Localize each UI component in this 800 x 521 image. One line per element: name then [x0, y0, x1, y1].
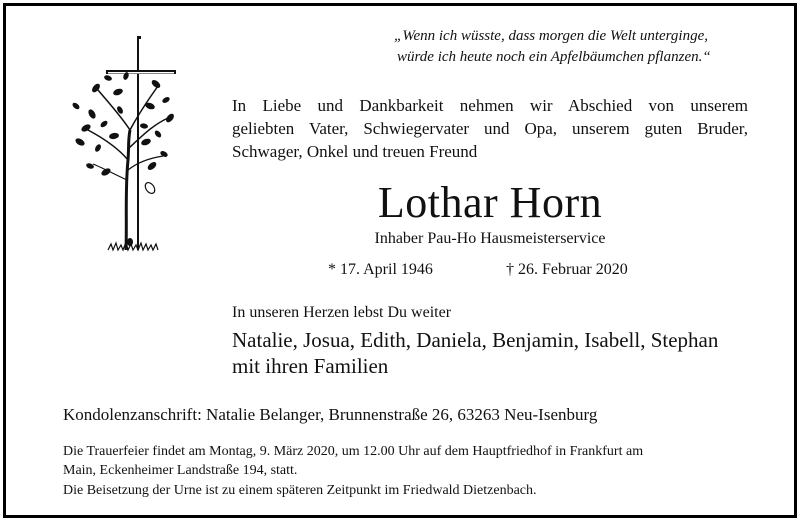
deceased-name: Lothar Horn — [377, 178, 603, 227]
obituary-notice — [3, 3, 797, 518]
intro-line-3: Schwager, Onkel und treuen Freund — [232, 142, 478, 161]
hearts-line: In unseren Herzen lebst Du weiter — [232, 304, 452, 321]
death-date: † 26. Februar 2020 — [506, 261, 628, 278]
quote-line-1: „Wenn ich wüsste, dass morgen die Welt unterginge, — [394, 28, 709, 44]
ceremony-line-2: Main, Eckenheimer Landstraße 194, statt. — [63, 463, 298, 478]
ceremony-line-3: Die Beisetzung der Urne ist zu einem späteren Zeitpunkt im Friedwald Dietzenbach. — [63, 483, 537, 498]
birth-date: * 17. April 1946 — [328, 261, 433, 278]
mourner-names: Natalie, Josua, Edith, Daniela, Benjamin, Isabell, Stephan — [232, 328, 719, 352]
intro-line-2: geliebten Vater, Schwiegervater und Opa, unserem guten Bruder, — [232, 119, 748, 138]
mourner-families: mit ihren Familien — [232, 354, 389, 378]
deceased-subtitle: Inhaber Pau-Ho Hausmeisterservice — [374, 230, 606, 247]
condolence-address: Kondolenzanschrift: Natalie Belanger, Brunnenstraße 26, 63263 Neu-Isenburg — [63, 405, 598, 424]
cross-and-tree-icon — [58, 30, 178, 258]
intro-paragraph — [232, 94, 748, 163]
ceremony-line-1: Die Trauerfeier findet am Montag, 9. März 2020, um 12.00 Uhr auf dem Hauptfriedhof in Frankfurt am — [63, 444, 644, 459]
intro-line-1: In Liebe und Dankbarkeit nehmen wir Abschied von unserem — [232, 96, 748, 115]
quote-line-2: würde ich heute noch ein Apfelbäumchen pflanzen.“ — [397, 49, 711, 65]
